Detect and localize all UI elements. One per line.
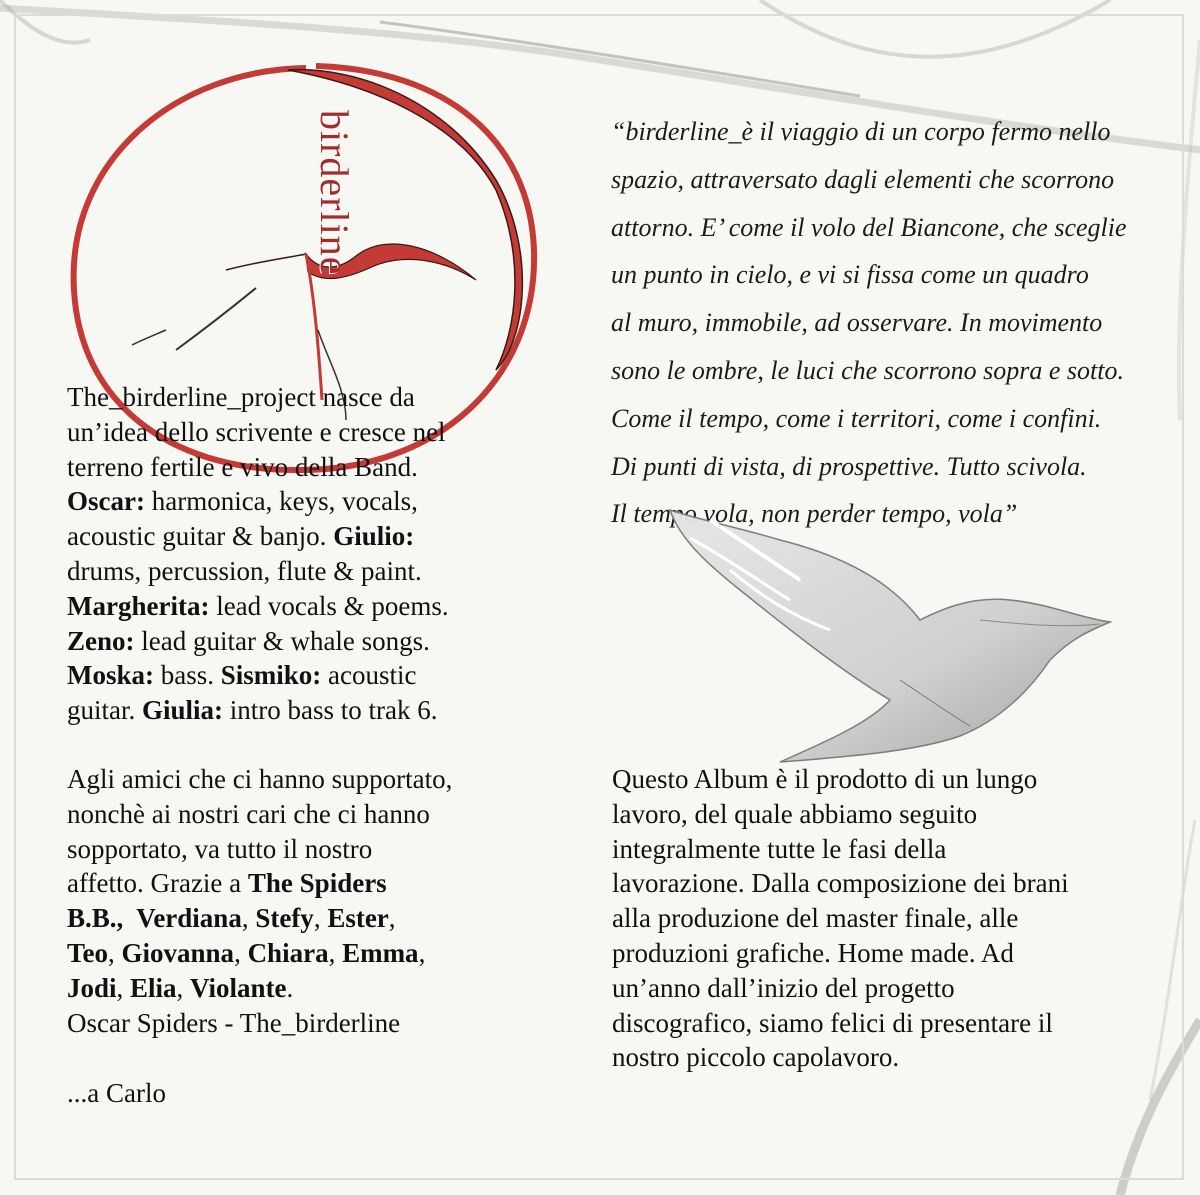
intro-line: The_birderline_project nasce da <box>67 382 415 412</box>
signature: Oscar Spiders - The_birderline <box>67 1007 401 1038</box>
thanks-sep: , <box>328 937 343 968</box>
member-role: acoustic <box>321 660 417 691</box>
thanks-sep: , <box>116 903 137 934</box>
album-note-line: produzioni grafiche. Home made. Ad <box>612 937 1014 968</box>
bird-illustration <box>600 500 1160 770</box>
quote-line: un punto in cielo, e vi si fissa come un quadro <box>611 260 1089 290</box>
member-name: Giulia: <box>142 695 224 726</box>
member-line <box>67 658 557 693</box>
quote-line: attorno. E’ come il volo del Biancone, che sceglie <box>611 212 1127 242</box>
thanks-name: Elia <box>130 972 177 1003</box>
album-note-line: Questo Album è il prodotto di un lungo <box>612 764 1038 794</box>
member-name: Zeno: <box>67 625 135 656</box>
thanks-sep: , <box>241 903 256 934</box>
logo-wordmark: birderline <box>312 110 357 276</box>
thanks-sep: , <box>418 937 426 968</box>
intro-line: un’idea dello scrivente e cresce nel <box>67 416 446 447</box>
thanks-sep: , <box>176 972 191 1003</box>
quote-block <box>611 108 1181 538</box>
thanks-name: Jodi <box>67 972 117 1003</box>
quote-line: al muro, immobile, ad osservare. In movimento <box>611 308 1103 338</box>
thanks-name: Emma <box>342 937 419 968</box>
album-note-line: lavorazione. Dalla composizione dei brani <box>612 868 1069 899</box>
album-note-line: lavoro, del quale abbiamo seguito <box>612 798 978 829</box>
thanks-line <box>67 901 557 936</box>
quote-line: Come il tempo, come i territori, come i confini. <box>611 403 1102 433</box>
thanks-sep: , <box>234 937 248 968</box>
thanks-name: Verdiana <box>136 903 242 934</box>
thanks-sep: , <box>313 903 328 934</box>
quote-line: Il tempo vola, non perder tempo, vola” <box>611 499 1018 529</box>
thanks-line: Agli amici che ci hanno supportato, <box>67 763 453 794</box>
member-role: lead vocals & poems. <box>209 590 449 621</box>
thanks-line: nonchè ai nostri cari che ci hanno <box>67 798 430 829</box>
thanks-sep: , <box>116 972 131 1003</box>
thanks-name: Giovanna <box>121 937 235 968</box>
member-line <box>67 693 557 728</box>
thanks-name: B.B. <box>67 903 117 934</box>
member-role: bass. <box>154 660 221 691</box>
member-role: guitar. <box>67 695 142 726</box>
member-name: Moska: <box>67 660 154 691</box>
member-line <box>67 484 557 519</box>
thanks-name: Teo <box>67 937 109 968</box>
album-note-line: nostro piccolo capolavoro. <box>612 1042 900 1073</box>
member-line <box>67 624 557 659</box>
member-line <box>67 554 557 589</box>
thanks-sep: , <box>388 903 396 934</box>
member-role: drums, percussion, flute & paint. <box>67 555 422 586</box>
member-line <box>67 589 557 624</box>
thanks-name: Violante <box>190 972 287 1003</box>
thanks-name: Chiara <box>247 937 329 968</box>
member-role: lead guitar & whale songs. <box>134 625 430 656</box>
member-role: intro bass to trak 6. <box>223 695 438 726</box>
member-name: Giulio: <box>333 521 415 552</box>
album-note-line: un’anno dall’inizio del progetto <box>612 972 955 1003</box>
thanks-sep: , <box>108 937 122 968</box>
thanks-sep: . <box>286 972 294 1003</box>
thanks-line <box>67 936 557 971</box>
member-role: harmonica, keys, vocals, <box>144 486 418 517</box>
thanks-line <box>67 971 557 1006</box>
album-note-column <box>612 762 1152 1075</box>
intro-line: terreno fertile e vivo della Band. <box>67 451 418 482</box>
band-text-column <box>67 380 557 1111</box>
thanks-text: affetto. Grazie a <box>67 868 248 899</box>
thanks-name: Ester <box>327 903 389 934</box>
album-note-line: integralmente tutte le fasi della <box>612 833 947 864</box>
album-note-line: alla produzione del master finale, alle <box>612 903 1019 934</box>
thanks-name: The Spiders <box>247 868 387 899</box>
member-line <box>67 519 557 554</box>
member-name: Margherita: <box>67 590 210 621</box>
member-role: acoustic guitar & banjo. <box>67 521 334 552</box>
thanks-name: Stefy <box>255 903 314 934</box>
thanks-line: sopportato, va tutto il nostro <box>67 833 373 864</box>
album-note-line: discografico, siamo felici di presentare il <box>612 1007 1053 1038</box>
quote-line: Di punti di vista, di prospettive. Tutto scivola. <box>611 451 1087 481</box>
quote-line: “birderline_è il viaggio di un corpo fermo nello <box>611 117 1111 146</box>
dedication: ...a Carlo <box>67 1078 166 1109</box>
quote-line: spazio, attraversato dagli elementi che scorrono <box>611 164 1115 194</box>
member-name: Sismiko: <box>220 660 322 691</box>
thanks-line <box>67 866 557 901</box>
member-name: Oscar: <box>67 486 145 517</box>
quote-line: sono le ombre, le luci che scorrono sopra e sotto. <box>611 355 1124 385</box>
